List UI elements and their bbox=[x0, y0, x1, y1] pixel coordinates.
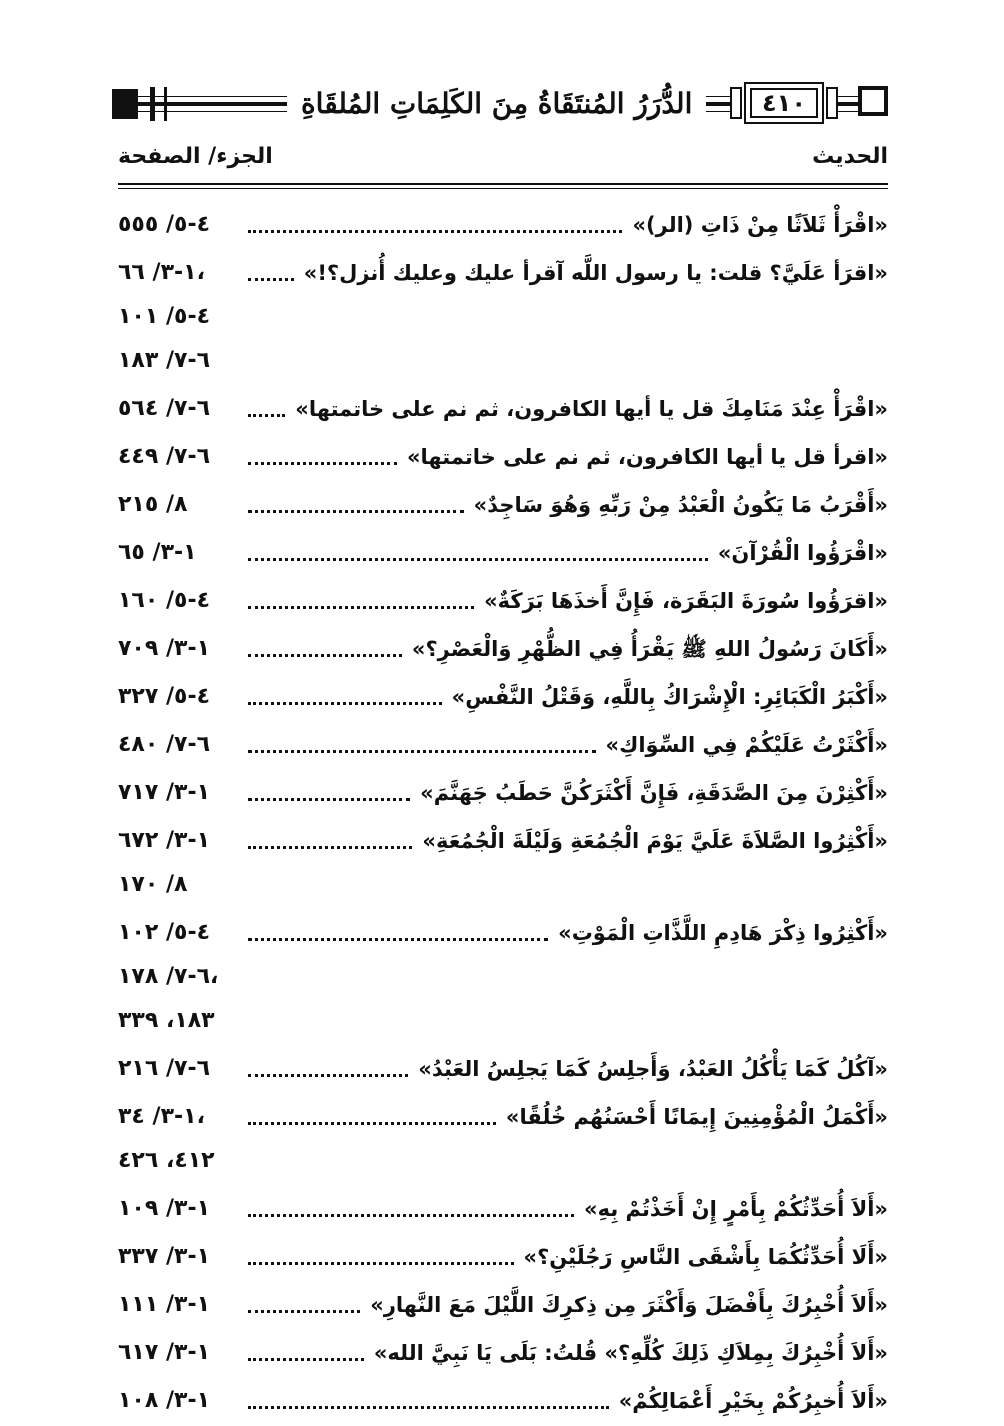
leader-dots bbox=[248, 582, 478, 620]
volume-page-ref: ٦-٧/ ٥٦٤ bbox=[118, 396, 211, 421]
hadith-text: «أَلاَ أُحَدِّثُكُمْ بِأَمْرٍ إِنْ أَخَذْتُمْ بِهِ» bbox=[584, 1197, 888, 1221]
leader-dots bbox=[248, 486, 468, 524]
volume-page-ref: ١-٣/ ٦١٧ bbox=[118, 1340, 211, 1365]
entry-line bbox=[248, 1190, 888, 1228]
entry-line bbox=[248, 630, 888, 668]
entry-line bbox=[248, 678, 888, 716]
volume-page-ref: ١-٣/ ٦٦، bbox=[118, 260, 205, 285]
volume-page-ref: ١٨٣، ٣٣٩ bbox=[118, 1008, 215, 1033]
index-entry bbox=[118, 822, 888, 910]
entry-line bbox=[248, 774, 888, 812]
volume-page-ref: ١-٣/ ١٠٩ bbox=[118, 1196, 211, 1221]
volume-page-ref: ٦-٧/ ٤٨٠ bbox=[118, 732, 211, 757]
index-entry bbox=[118, 438, 888, 482]
entry-line bbox=[248, 1238, 888, 1276]
volume-page-ref: ٤-٥/ ١٠١ bbox=[118, 304, 211, 329]
index-entry bbox=[118, 630, 888, 674]
hadith-text: «اقْرَأْ ثَلاَثًا مِنْ ذَاتِ (الر)» bbox=[632, 213, 888, 237]
leader-dots bbox=[248, 1286, 364, 1324]
entry-line bbox=[248, 486, 888, 524]
index-entry bbox=[118, 1286, 888, 1330]
leader-dots bbox=[248, 1382, 613, 1420]
volume-page-ref: ٦-٧/ ١٧٨، bbox=[118, 964, 219, 989]
hadith-text: «اقرَؤُوا سُورَةَ البَقَرَة، فَإِنَّ أَخذَهَا بَرَكَةٌ» bbox=[484, 589, 888, 613]
index-entry bbox=[118, 1190, 888, 1234]
leader-dots bbox=[248, 726, 600, 764]
hadith-text: «أَكْبَرُ الْكَبَائِرِ: الْإِشْرَاكُ بِاللَّهِ، وَقَتْلُ النَّفْسِ» bbox=[451, 685, 888, 709]
entry-line bbox=[248, 1098, 888, 1136]
entry-line bbox=[248, 390, 888, 428]
volume-page-ref: ٦-٧/ ٤٤٩ bbox=[118, 444, 211, 469]
hadith-text: «آكُلُ كَمَا يَأْكُلُ العَبْدُ، وَأَجلِسُ كَمَا يَجلِسُ العَبْدُ» bbox=[418, 1057, 888, 1081]
hadith-text: «أَلاَ أُخْبِرُكَ بِأَفْضَلَ وَأَكْثَرَ مِن ذِكرِكَ اللَّيْلَ مَعَ النَّهارِ» bbox=[370, 1293, 888, 1317]
header-block-ornament bbox=[112, 89, 138, 119]
leader-dots bbox=[248, 1190, 578, 1228]
volume-page-ref: ٤-٥/ ١٠٢ bbox=[118, 920, 211, 945]
hadith-text: «أَكْثِرْنَ مِنَ الصَّدَقَةِ، فَإِنَّ أَكْثَرَكُنَّ حَطَبُ جَهَنَّمَ» bbox=[420, 781, 888, 805]
leader-dots bbox=[248, 1050, 412, 1088]
ref-column-heading: الجزء/ الصفحة bbox=[118, 144, 273, 169]
index-entry bbox=[118, 1098, 888, 1186]
leader-dots bbox=[248, 390, 289, 428]
entry-line bbox=[248, 1382, 888, 1420]
volume-page-ref: ١-٣/ ٦٧٢ bbox=[118, 828, 211, 853]
hadith-text: «أَكْثَرْتُ عَلَيْكُمْ فِي السِّوَاكِ» bbox=[605, 733, 888, 757]
index-entry bbox=[118, 726, 888, 770]
entry-line bbox=[248, 914, 888, 952]
leader-dots bbox=[248, 254, 298, 292]
leader-dots bbox=[248, 206, 626, 244]
column-headings bbox=[118, 144, 888, 180]
hadith-text: «اقْرَأْ عِنْدَ مَنَامِكَ قل يا أيها الكافرون، ثم نم على خاتمتها» bbox=[295, 397, 888, 421]
entry-line bbox=[248, 822, 888, 860]
volume-page-ref: ٦-٧/ ٢١٦ bbox=[118, 1056, 211, 1081]
volume-page-ref: ٨/ ١٧٠ bbox=[118, 872, 188, 897]
volume-page-ref: ٨/ ٢١٥ bbox=[118, 492, 188, 517]
volume-page-ref: ٤-٥/ ٣٢٧ bbox=[118, 684, 211, 709]
hadith-column-heading: الحديث bbox=[812, 144, 888, 169]
entry-line bbox=[248, 438, 888, 476]
leader-dots bbox=[248, 678, 446, 716]
hadith-text: «أَكَانَ رَسُولُ اللهِ ﷺ يَقْرَأُ فِي الظُّهْرِ وَالْعَصْرِ؟» bbox=[411, 637, 888, 661]
leader-dots bbox=[248, 1238, 518, 1276]
entry-line bbox=[248, 534, 888, 572]
index-entry bbox=[118, 1334, 888, 1378]
hadith-text: «أَكْمَلُ الْمُؤْمِنِينَ إِيمَانًا أَحْسَنُهُم خُلُقًا» bbox=[505, 1105, 888, 1129]
page-number: ٤١٠ bbox=[750, 88, 818, 118]
page-number-frame bbox=[730, 82, 838, 124]
hadith-text: «أَكْثِرُوا الصَّلاَةَ عَلَيَّ يَوْمَ الْجُمُعَةِ وَلَيْلَةَ الْجُمُعَةِ» bbox=[422, 829, 888, 853]
volume-page-ref: ٤١٢، ٤٢٦ bbox=[118, 1148, 215, 1173]
heading-rule bbox=[118, 183, 888, 185]
entry-line bbox=[248, 1050, 888, 1088]
header-bar-ornament bbox=[150, 87, 155, 121]
index-entry bbox=[118, 390, 888, 434]
entry-line bbox=[248, 254, 888, 292]
book-title: الدُّرَرُ المُنتَقَاةُ مِنَ الكَلِمَاتِ المُلقَاةِ bbox=[287, 82, 706, 126]
hadith-text: «أَقْرَبُ مَا يَكُونُ الْعَبْدُ مِنْ رَبِّهِ وَهُوَ سَاجِدٌ» bbox=[473, 493, 888, 517]
leader-dots bbox=[248, 822, 416, 860]
frame-ornament bbox=[826, 87, 838, 119]
hadith-text: «أَلَا أُحَدِّثُكُمَا بِأَشْقَى النَّاسِ رَجُلَيْنِ؟» bbox=[523, 1245, 888, 1269]
hadith-text: «اقْرَؤُوا الْقُرْآنَ» bbox=[717, 541, 888, 565]
volume-page-ref: ٤-٥/ ١٦٠ bbox=[118, 588, 211, 613]
index-entry bbox=[118, 582, 888, 626]
volume-page-ref: ١-٣/ ٧٠٩ bbox=[118, 636, 211, 661]
index-entry bbox=[118, 678, 888, 722]
leader-dots bbox=[248, 534, 712, 572]
hadith-text: «اقرأ قل يا أيها الكافرون، ثم نم على خاتمتها» bbox=[406, 445, 888, 469]
leader-dots bbox=[248, 630, 406, 668]
index-entry bbox=[118, 206, 888, 250]
header-bar-ornament bbox=[164, 87, 167, 121]
entry-line bbox=[248, 726, 888, 764]
index-entry bbox=[118, 534, 888, 578]
hadith-text: «أَكْثِرُوا ذِكْرَ هَادِمِ اللَّذَّاتِ الْمَوْتِ» bbox=[558, 921, 888, 945]
hadith-text: «اقرَأ عَلَيَّ؟ قلت: يا رسول اللَّه آقرأ عليك وعليك أُنزل؟!» bbox=[303, 261, 888, 285]
volume-page-ref: ١-٣/ ٣٤، bbox=[118, 1104, 205, 1129]
entry-line bbox=[248, 206, 888, 244]
leader-dots bbox=[248, 1334, 368, 1372]
index-entry bbox=[118, 914, 888, 1046]
frame-ornament bbox=[730, 87, 742, 119]
hadith-text: «أَلاَ أُخبِرُكُمْ بِخَيْرِ أَعْمَالِكُمْ» bbox=[618, 1389, 888, 1413]
index-entry bbox=[118, 1238, 888, 1282]
entry-line bbox=[248, 1286, 888, 1324]
volume-page-ref: ٦-٧/ ١٨٣ bbox=[118, 348, 211, 373]
hadith-text: «أَلاَ أُخْبِرُكَ بِمِلاَكِ ذَلِكَ كُلِّهِ؟» قُلتُ: بَلَى يَا نَبِيَّ الله» bbox=[373, 1341, 888, 1365]
heading-rule-thin bbox=[118, 188, 888, 189]
leader-dots bbox=[248, 914, 552, 952]
volume-page-ref: ١-٣/ ٣٣٧ bbox=[118, 1244, 211, 1269]
entry-line bbox=[248, 582, 888, 620]
volume-page-ref: ١-٣/ ٦٥ bbox=[118, 540, 197, 565]
running-header bbox=[112, 82, 888, 126]
index-entry bbox=[118, 1050, 888, 1094]
leader-dots bbox=[248, 438, 401, 476]
leader-dots bbox=[248, 774, 414, 812]
entry-line bbox=[248, 1334, 888, 1372]
header-square-ornament bbox=[858, 86, 888, 116]
index-entry bbox=[118, 1382, 888, 1426]
index-entry bbox=[118, 486, 888, 530]
index-entry bbox=[118, 774, 888, 818]
volume-page-ref: ١-٣/ ١١١ bbox=[118, 1292, 211, 1317]
leader-dots bbox=[248, 1098, 500, 1136]
volume-page-ref: ٤-٥/ ٥٥٥ bbox=[118, 212, 211, 237]
volume-page-ref: ١-٣/ ٧١٧ bbox=[118, 780, 211, 805]
index-entry bbox=[118, 254, 888, 386]
volume-page-ref: ١-٣/ ١٠٨ bbox=[118, 1388, 211, 1413]
